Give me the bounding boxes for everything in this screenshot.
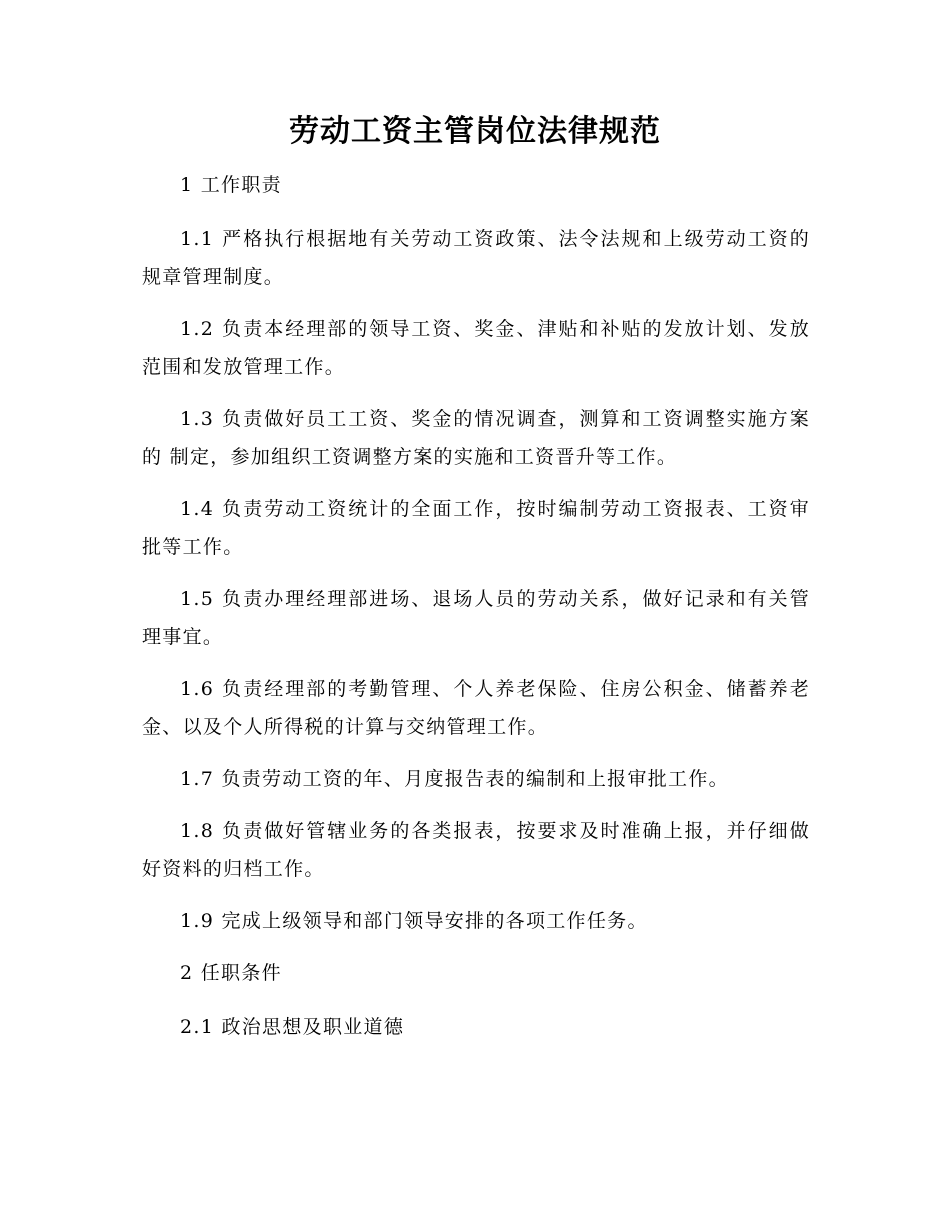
paragraph-1-6: 1.6 负责经理部的考勤管理、个人养老保险、住房公积金、储蓄养老金、以及个人所得税的计算与交纳管理工作。 bbox=[142, 678, 810, 738]
paragraph-1-4: 1.4 负责劳动工资统计的全面工作，按时编制劳动工资报表、工资审批等工作。 bbox=[142, 498, 810, 558]
paragraph-1-9: 1.9 完成上级领导和部门领导安排的各项工作任务。 bbox=[180, 910, 648, 932]
paragraph-1-5: 1.5 负责办理经理部进场、退场人员的劳动关系，做好记录和有关管理事宜。 bbox=[142, 588, 810, 648]
paragraph-1-2: 1.2 负责本经理部的领导工资、奖金、津贴和补贴的发放计划、发放范围和发放管理工作。 bbox=[142, 318, 810, 378]
document-body bbox=[142, 166, 810, 1060]
paragraph-2-1: 2.1 政治思想及职业道德 bbox=[180, 1016, 405, 1038]
paragraph-1-7: 1.7 负责劳动工资的年、月度报告表的编制和上报审批工作。 bbox=[180, 768, 729, 790]
paragraph-1-1: 1.1 严格执行根据地有关劳动工资政策、法令法规和上级劳动工资的规章管理制度。 bbox=[142, 228, 810, 288]
paragraph-1-8: 1.8 负责做好管辖业务的各类报表，按要求及时准确上报，并仔细做好资料的归档工作。 bbox=[142, 820, 810, 880]
paragraph-1-3: 1.3 负责做好员工工资、奖金的情况调查，测算和工资调整实施方案的 制定，参加组织工资调整方案的实施和工资晋升等工作。 bbox=[142, 408, 810, 468]
document-title: 劳动工资主管岗位法律规范 bbox=[289, 114, 661, 149]
section-heading-1: 1 工作职责 bbox=[180, 174, 282, 196]
section-heading-2: 2 任职条件 bbox=[180, 962, 282, 984]
